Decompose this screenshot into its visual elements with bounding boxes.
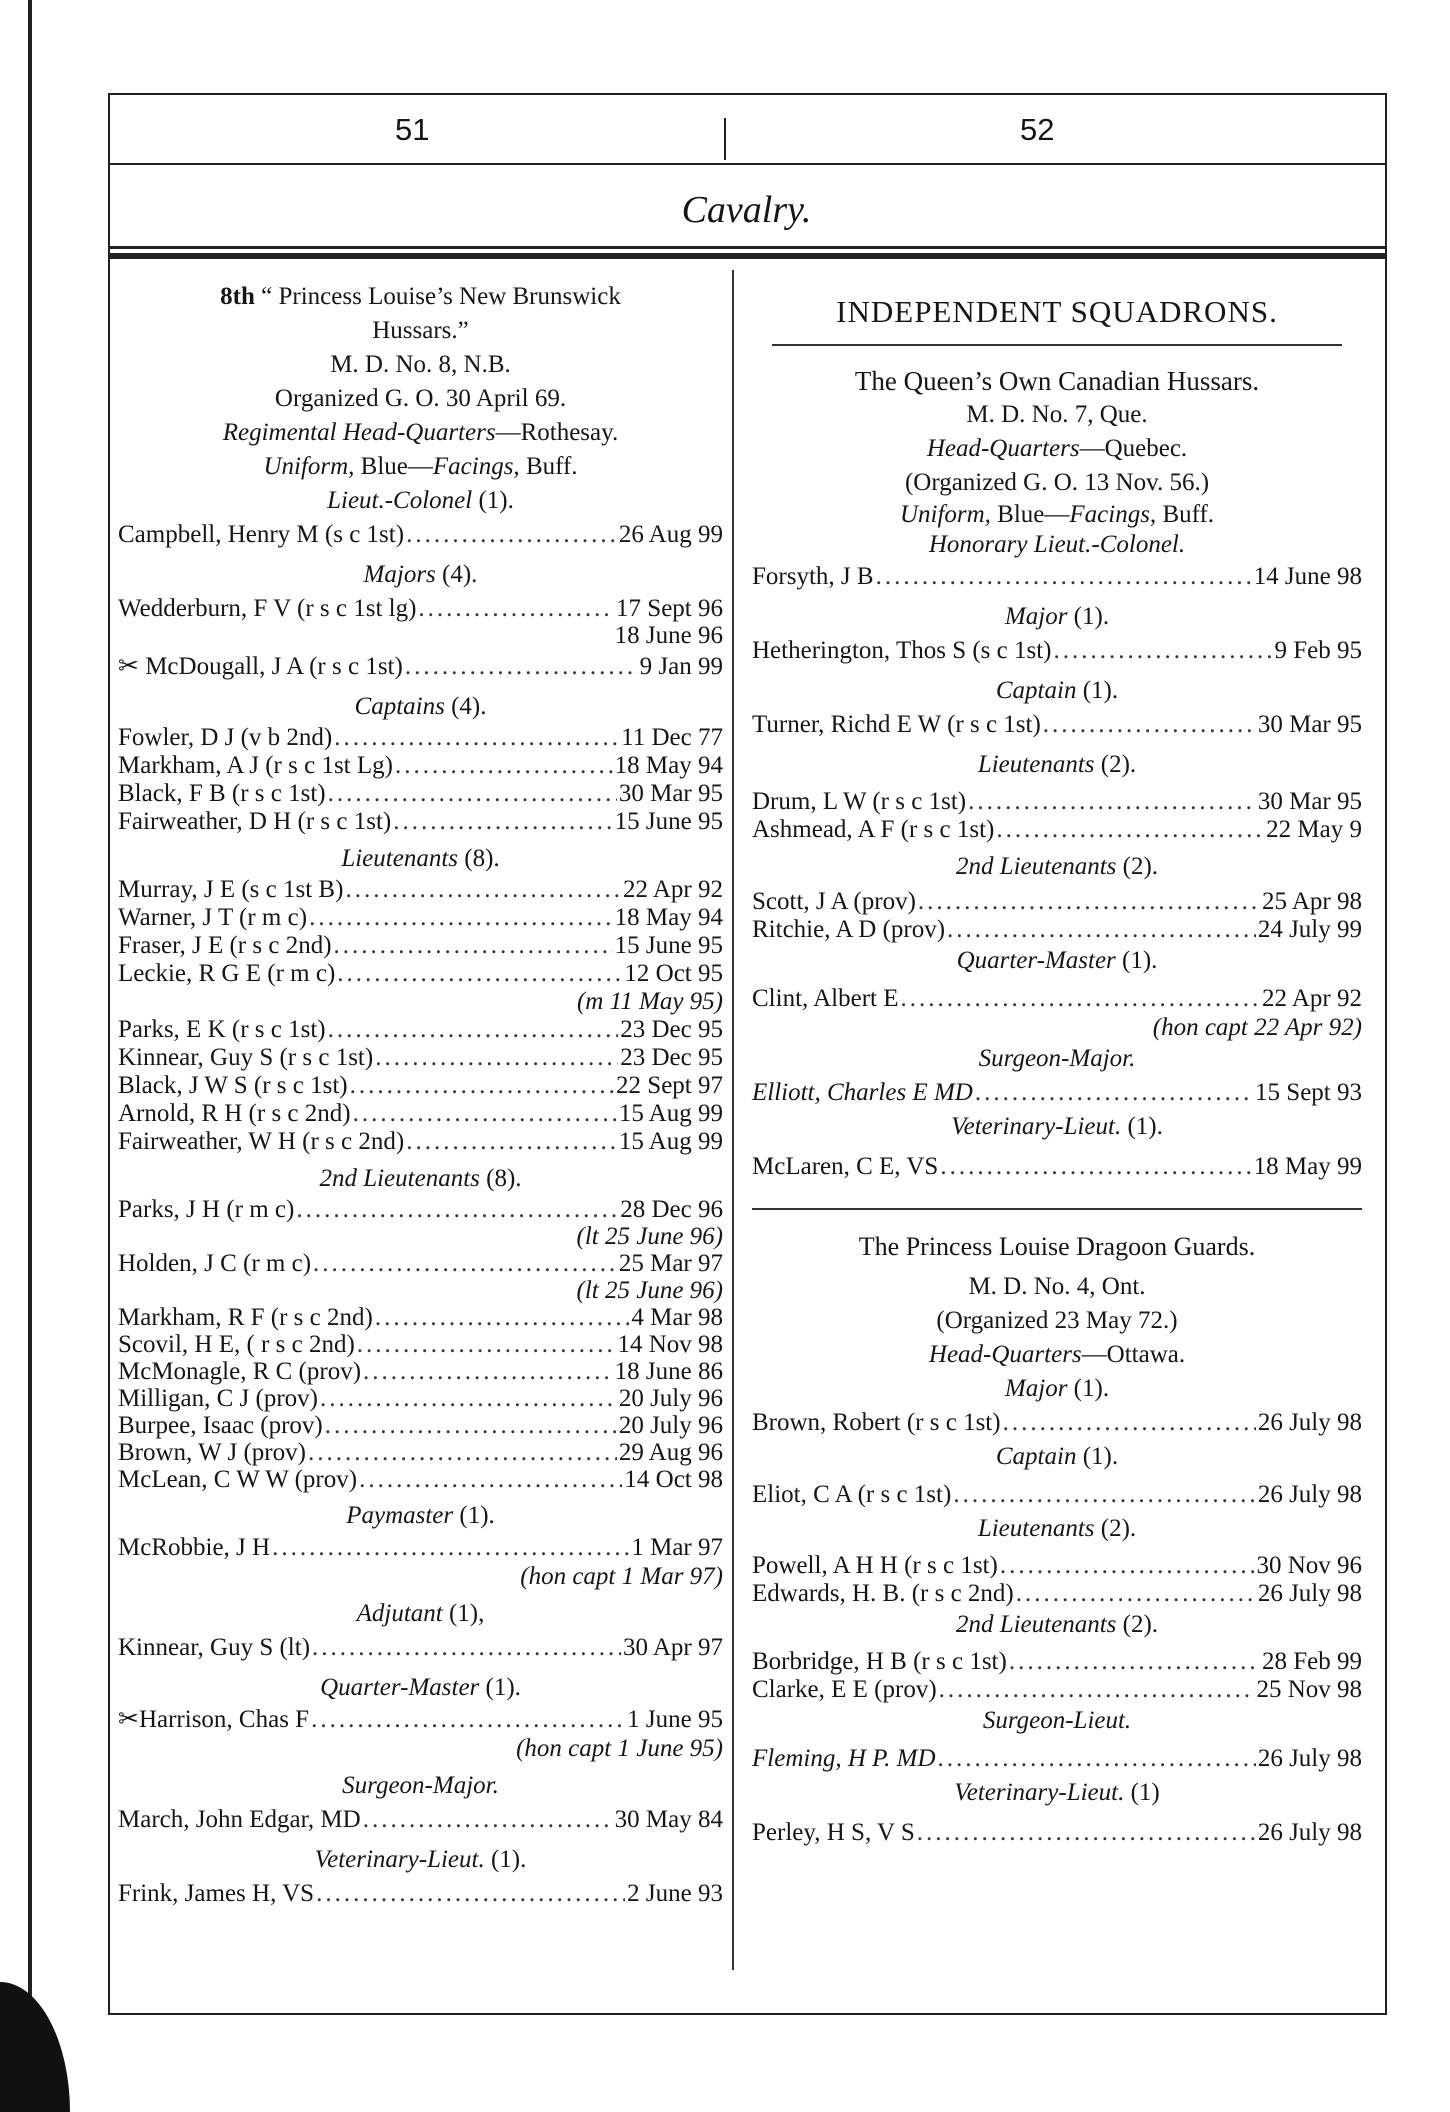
- veterinary-lieut-heading: Veterinary-Lieut. (1).: [951, 1113, 1163, 1140]
- veterinary-lieut-heading: Veterinary-Lieut. (1): [954, 1779, 1160, 1806]
- organized-order: (Organized 23 May 72.): [936, 1307, 1178, 1334]
- left-column: [118, 280, 723, 1911]
- top-rule: [108, 93, 1385, 95]
- roster-entry: Perley, H S, V S ..... 26 July 98: [752, 1816, 1362, 1850]
- roster-entry: Ashmead, A F (r s c 1st) ..... 22 May 9: [752, 816, 1362, 844]
- organized-order: (Organized G. O. 13 Nov. 56.): [904, 469, 1210, 496]
- roster-entry: Clint, Albert E ..... 22 Apr 92: [752, 984, 1362, 1014]
- page-binding-line: [28, 0, 32, 2112]
- roster-entry-note: 18 June 96: [614, 622, 723, 649]
- paymaster-heading: Paymaster (1).: [346, 1502, 495, 1529]
- surgeon-major-heading: Surgeon-Major.: [342, 1772, 499, 1799]
- roster-entry-note: (hon capt 22 Apr 92): [1152, 1014, 1362, 1041]
- squadron-name: The Princess Louise Dragoon Guards.: [858, 1232, 1256, 1261]
- roster-entry: Leckie, R G E (r m c) ..... 12 Oct 95: [118, 960, 723, 988]
- divider: [752, 1208, 1362, 1210]
- roster-entry-note: (hon capt 1 Mar 97): [520, 1563, 723, 1590]
- roster-entry: ✂ McDougall, J A (r s c 1st) ..... 9 Jan 99: [118, 650, 723, 684]
- roster-entry: Borbridge, H B (r s c 1st) ..... 28 Feb 99: [752, 1648, 1362, 1676]
- roster-entry: Frink, James H, VS ..... 2 June 93: [118, 1877, 723, 1911]
- roster-entry: Milligan, C J (prov) ..... 20 July 96: [118, 1385, 723, 1412]
- roster-entry: Drum, L W (r s c 1st) ..... 30 Mar 95: [752, 788, 1362, 816]
- roster-entry: Turner, Richd E W (r s c 1st) ..... 30 Mar 95: [752, 708, 1362, 742]
- roster-entry: Scott, J A (prov) ..... 25 Apr 98: [752, 888, 1362, 916]
- roster-entry: ✂Harrison, Chas F ..... 1 June 95: [118, 1705, 723, 1735]
- page-number-right: 52: [1020, 112, 1055, 147]
- roster-entry-note: (lt 25 June 96): [576, 1223, 723, 1250]
- bottom-rule: [108, 2013, 1385, 2015]
- page-corner-shadow: [0, 1982, 70, 2112]
- second-lieutenants-heading: 2nd Lieutenants (8).: [319, 1165, 522, 1192]
- captain-heading: Captain (1).: [995, 1443, 1119, 1470]
- regiment-name-line-1: 8th “ Princess Louise’s New Brunswick: [220, 283, 621, 310]
- roster-entry: Clarke, E E (prov) ..... 25 Nov 98: [752, 1676, 1362, 1704]
- roster-entry: Warner, J T (r m c) ..... 18 May 94: [118, 904, 723, 932]
- page-number-left: 51: [395, 112, 430, 147]
- second-lieutenants-heading: 2nd Lieutenants (2).: [955, 1611, 1159, 1638]
- roster-entry: Fowler, D J (v b 2nd) ..... 11 Dec 77: [118, 724, 723, 752]
- roster-entry: Eliot, C A (r s c 1st) ..... 26 July 98: [752, 1478, 1362, 1512]
- quarter-master-heading: Quarter-Master (1).: [956, 947, 1158, 974]
- section-title: Cavalry.: [681, 189, 812, 231]
- roster-entry: Markham, R F (r s c 2nd) ..... 4 Mar 98: [118, 1304, 723, 1331]
- roster-entry: Hetherington, Thos S (s c 1st) ..... 9 Feb 95: [752, 634, 1362, 668]
- roster-entry: Fleming, H P. MD ..... 26 July 98: [752, 1742, 1362, 1776]
- honorary-lieut-colonel-heading: Honorary Lieut.-Colonel.: [928, 531, 1186, 558]
- uniform-description: Uniform, Blue—Facings, Buff.: [263, 453, 578, 480]
- roster-entry: Edwards, H. B. (r s c 2nd) ..... 26 July 98: [752, 1580, 1362, 1608]
- scissors-icon: ✂: [118, 653, 139, 680]
- roster-entry: Forsyth, J B ..... 14 June 98: [752, 560, 1362, 594]
- roster-entry: Scovil, H E, ( r s c 2nd) ..... 14 Nov 98: [118, 1331, 723, 1358]
- roster-entry: Elliott, Charles E MD ..... 15 Sept 93: [752, 1076, 1362, 1110]
- roster-entry: Holden, J C (r m c) ..... 25 Mar 97: [118, 1250, 723, 1278]
- quarter-master-heading: Quarter-Master (1).: [320, 1674, 521, 1701]
- lieutenants-heading: Lieutenants (2).: [977, 1515, 1137, 1542]
- headquarters: Head-Quarters—Quebec.: [926, 435, 1188, 462]
- column-separator: [732, 270, 734, 1970]
- roster-entry: Brown, W J (prov) ..... 29 Aug 96: [118, 1439, 723, 1466]
- surgeon-major-heading: Surgeon-Major.: [978, 1045, 1136, 1072]
- roster-entry: McRobbie, J H ..... 1 Mar 97: [118, 1533, 723, 1563]
- roster-entry: Fairweather, D H (r s c 1st) ..... 15 June 95: [118, 808, 723, 836]
- roster-entry: Parks, E K (r s c 1st) ..... 23 Dec 95: [118, 1016, 723, 1044]
- roster-entry: Markham, A J (r s c 1st Lg) ..... 18 May 94: [118, 752, 723, 780]
- military-district: M. D. No. 8, N.B.: [330, 351, 511, 378]
- regimental-headquarters: Regimental Head-Quarters—Rothesay.: [222, 419, 619, 446]
- adjutant-heading: Adjutant (1),: [356, 1600, 485, 1627]
- roster-entry: Kinnear, Guy S (lt) ..... 30 Apr 97: [118, 1631, 723, 1665]
- title-rule-thin: [108, 246, 1385, 249]
- roster-entry: Fraser, J E (r s c 2nd) ..... 15 June 95: [118, 932, 723, 960]
- roster-entry-note: (m 11 May 95): [576, 988, 723, 1015]
- roster-entry: Kinnear, Guy S (r s c 1st) ..... 23 Dec 95: [118, 1044, 723, 1072]
- major-heading: Major (1).: [1004, 603, 1110, 630]
- roster-entry: Ritchie, A D (prov) ..... 24 July 99: [752, 916, 1362, 944]
- uniform-description: Uniform, Blue—Facings, Buff.: [899, 501, 1215, 528]
- roster-entry-note: (lt 25 June 96): [576, 1277, 723, 1304]
- scissors-icon: ✂: [118, 1706, 139, 1733]
- roster-entry: March, John Edgar, MD ..... 30 May 84: [118, 1803, 723, 1837]
- lieut-colonel-heading: Lieut.-Colonel (1).: [327, 487, 514, 514]
- roster-entry: McMonagle, R C (prov) ..... 18 June 86: [118, 1358, 723, 1385]
- captains-heading: Captains (4).: [354, 693, 487, 720]
- squadron-name: The Queen’s Own Canadian Hussars.: [854, 366, 1260, 396]
- captain-heading: Captain (1).: [995, 677, 1119, 704]
- headquarters: Head-Quarters—Ottawa.: [928, 1341, 1186, 1368]
- roster-entry: Parks, J H (r m c) ..... 28 Dec 96: [118, 1196, 723, 1224]
- lieutenants-heading: Lieutenants (2).: [977, 751, 1137, 778]
- regiment-name-line-2: Hussars.”: [372, 317, 469, 344]
- roster-entry: Black, J W S (r s c 1st) ..... 22 Sept 97: [118, 1072, 723, 1100]
- military-district: M. D. No. 4, Ont.: [968, 1273, 1146, 1300]
- header-rule: [108, 163, 1385, 165]
- majors-heading: Majors (4).: [363, 561, 478, 588]
- roster-entry-note: (hon capt 1 June 95): [516, 1735, 723, 1762]
- roster-entry: Powell, A H H (r s c 1st) ..... 30 Nov 96: [752, 1552, 1362, 1580]
- lieutenants-heading: Lieutenants (8).: [341, 845, 500, 872]
- independent-squadrons-heading: INDEPENDENT SQUADRONS.: [836, 294, 1278, 329]
- major-heading: Major (1).: [1004, 1375, 1110, 1402]
- roster-entry: Fairweather, W H (r s c 2nd) ..... 15 Aug 99: [118, 1128, 723, 1156]
- roster-entry: Campbell, Henry M (s c 1st) ..... 26 Aug 99: [118, 518, 723, 552]
- roster-entry: Wedderburn, F V (r s c 1st lg) ..... 17 Sept 96: [118, 592, 723, 626]
- roster-entry: Arnold, R H (r s c 2nd) ..... 15 Aug 99: [118, 1100, 723, 1128]
- veterinary-lieut-heading: Veterinary-Lieut. (1).: [314, 1846, 527, 1873]
- organized-order: Organized G. O. 30 April 69.: [274, 385, 567, 412]
- roster-entry: McLaren, C E, VS ..... 18 May 99: [752, 1150, 1362, 1184]
- roster-entry: Burpee, Isaac (prov) ..... 20 July 96: [118, 1412, 723, 1439]
- roster-entry: Brown, Robert (r s c 1st) ..... 26 July 98: [752, 1406, 1362, 1440]
- roster-entry: Black, F B (r s c 1st) ..... 30 Mar 95: [118, 780, 723, 808]
- roster-entry: McLean, C W W (prov) ..... 14 Oct 98: [118, 1466, 723, 1493]
- military-district: M. D. No. 7, Que.: [966, 401, 1148, 428]
- page-number-separator: [724, 118, 726, 160]
- right-column: [752, 290, 1362, 1850]
- roster-entry: Murray, J E (s c 1st B) ..... 22 Apr 92: [118, 876, 723, 904]
- title-rule-thick: [108, 253, 1385, 259]
- divider: [772, 344, 1342, 346]
- second-lieutenants-heading: 2nd Lieutenants (2).: [955, 853, 1159, 880]
- surgeon-lieut-heading: Surgeon-Lieut.: [982, 1707, 1132, 1734]
